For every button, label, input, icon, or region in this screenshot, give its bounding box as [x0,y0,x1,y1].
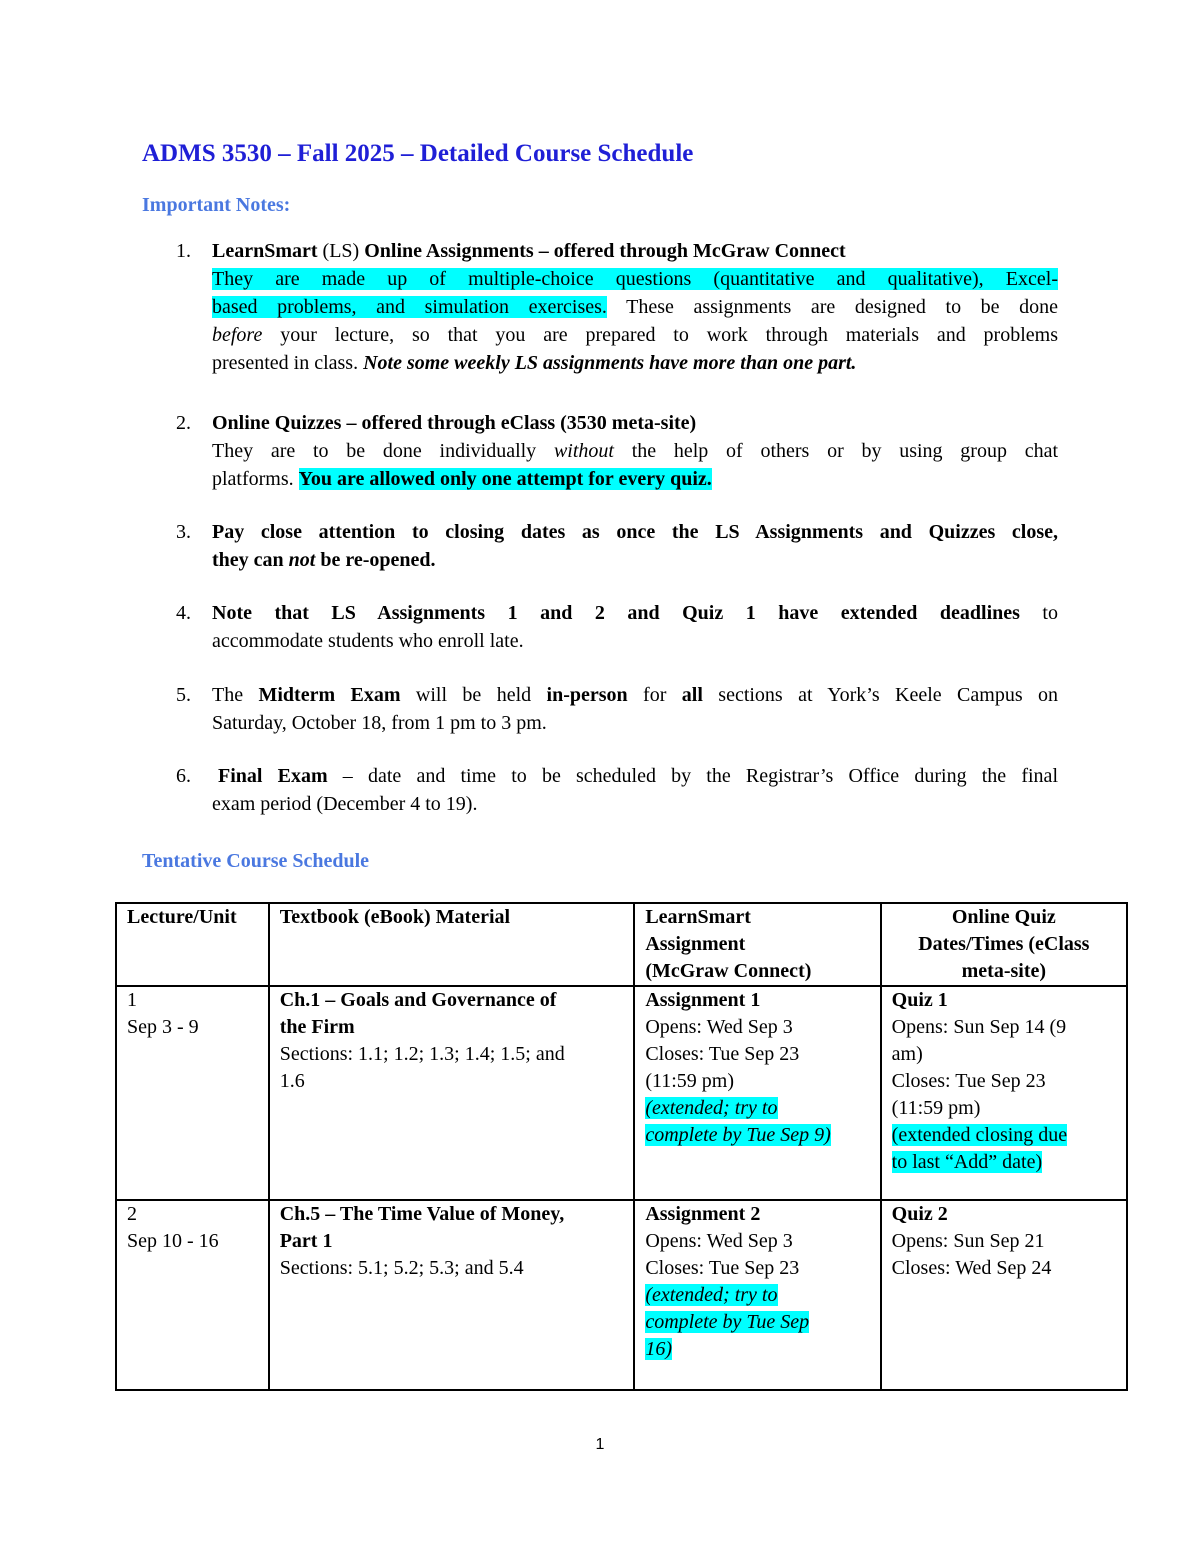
note-text: These assignments are designed to be done [606,296,1058,318]
sections-text: 1.6 [279,1070,305,1092]
highlighted-text: They are made up of multiple-choice questions (quantitative and qualitative), Excel- [212,268,1058,290]
note-text: the help of others or by using group chat [613,440,1059,462]
highlighted-text: 16) [645,1338,672,1360]
chapter-title: Ch.5 – The Time Value of Money, [279,1203,565,1225]
cell-quiz [881,1200,1127,1390]
highlighted-text: (extended; try to [645,1284,778,1306]
note-text: platforms. [212,468,299,490]
highlighted-text: (extended closing due [891,1124,1068,1146]
note-number: 5. [176,684,191,706]
quiz-opens: Opens: Sun Sep 21 [891,1230,1045,1252]
header-online-quiz [881,903,1127,986]
note-number: 1. [176,240,191,262]
unit-dates: Sep 10 - 16 [127,1230,219,1252]
assignment-title: Assignment 2 [645,1203,761,1225]
assignment-closes: Closes: Tue Sep 23 [645,1043,800,1065]
chapter-title: Ch.1 – Goals and Governance of [279,989,557,1011]
highlighted-text: complete by Tue Sep 9) [645,1124,831,1146]
unit-dates: Sep 3 - 9 [127,1016,199,1038]
note-bold-text: Pay close attention to closing dates as once the LS Assignments and Quizzes close, [212,521,1058,543]
cell-unit [116,1200,269,1390]
highlighted-text: complete by Tue Sep [645,1311,810,1333]
unit-number: 2 [127,1203,137,1225]
note-text: your lecture, so that you are prepared to work through materials and problems [262,324,1058,346]
cell-assignment [634,1200,880,1390]
chapter-title: the Firm [279,1016,355,1038]
page-title: ADMS 3530 – Fall 2025 – Detailed Course Schedule [142,140,694,167]
note-text: presented in class. [212,352,364,374]
header-line: meta-site) [961,960,1047,982]
note-number: 4. [176,602,191,624]
note-text: to [1019,602,1058,624]
note-1-line-1 [212,265,1058,293]
note-text: They are to be done individually [212,440,554,462]
note-text: sections at York’s Keele Campus on [702,684,1058,706]
emphasis-text: Note some weekly LS assignments have more than one part. [363,352,857,374]
note-text: – date and time to be scheduled by the Registrar’s Office during the final [327,765,1058,787]
note-2-line-1 [212,437,1058,465]
note-6-line-2: exam period (December 4 to 19). [212,793,478,815]
note-text: The [212,684,259,706]
assignment-opens: Opens: Wed Sep 3 [645,1016,793,1038]
highlighted-text: to last “Add” date) [891,1151,1043,1173]
table-header-row [116,903,1127,986]
note-bold-text: in-person [546,684,628,706]
note-4-line-2: accommodate students who enroll late. [212,630,524,652]
header-line: (McGraw Connect) [645,960,812,982]
note-1-heading [212,237,1058,265]
assignment-closes: Closes: Tue Sep 23 [645,1257,800,1279]
note-number: 6. [176,765,191,787]
note-1-line-3 [212,321,1058,349]
quiz-closes: Closes: Wed Sep 24 [891,1257,1052,1279]
highlighted-text: You are allowed only one attempt for every quiz. [298,468,712,490]
schedule-heading: Tentative Course Schedule [142,850,370,872]
note-3-line-2 [212,546,1058,574]
highlighted-text: (extended; try to [645,1097,778,1119]
quiz-title: Quiz 1 [891,989,948,1011]
note-number: 3. [176,521,191,543]
sections-text: Sections: 1.1; 1.2; 1.3; 1.4; 1.5; and [279,1043,565,1065]
note-5-line-2: Saturday, October 18, from 1 pm to 3 pm. [212,712,547,734]
note-bold-text: they can [212,549,289,571]
note-2-line-2 [212,465,1058,493]
header-line: Assignment [645,933,746,955]
important-notes-heading: Important Notes: [142,194,291,216]
assignment-opens: Opens: Wed Sep 3 [645,1230,793,1252]
cell-textbook [269,986,635,1200]
note-3-line-1 [212,518,1058,546]
note-bold-text: Note that LS Assignments 1 and 2 and Quiz 1 have extended deadlines [212,602,1020,624]
assignment-title: Assignment 1 [645,989,761,1011]
note-number: 2. [176,412,191,434]
emphasis-text: not [288,549,316,571]
note-2-heading [212,409,1058,437]
quiz-title: Quiz 2 [891,1203,948,1225]
cell-assignment [634,986,880,1200]
note-1-line-4 [212,349,1058,377]
note-bold-text: Midterm Exam [258,684,401,706]
course-schedule-table [115,902,1128,1391]
header-line: Online Quiz [951,906,1056,928]
header-learnsmart [634,903,880,986]
header-line: LearnSmart [645,906,751,928]
header-textbook: Textbook (eBook) Material [269,903,635,986]
note-1-head-bold: LearnSmart [212,240,318,262]
note-text: will be held [400,684,547,706]
note-2-head-bold: Online Quizzes – offered through eClass (3530 meta-site) [212,412,697,434]
note-4-line-1 [212,599,1058,627]
note-6-line-1 [212,762,1058,790]
sections-text: Sections: 5.1; 5.2; 5.3; and 5.4 [279,1257,524,1279]
quiz-closes: (11:59 pm) [891,1097,981,1119]
chapter-title: Part 1 [279,1230,333,1252]
header-line: Dates/Times (eClass [918,933,1090,955]
unit-number: 1 [127,989,137,1011]
cell-unit [116,986,269,1200]
table-row [116,986,1127,1200]
emphasis-text: without [553,440,614,462]
cell-textbook [269,1200,635,1390]
page-number: 1 [595,1436,605,1453]
highlighted-text: based problems, and simulation exercises. [212,296,607,318]
note-bold-text: all [681,684,703,706]
note-text: for [627,684,682,706]
note-bold-text: be re-opened. [315,549,436,571]
note-5-line-1 [212,681,1058,709]
emphasis-text: before [212,324,263,346]
header-lecture-unit: Lecture/Unit [116,903,269,986]
assignment-closes: (11:59 pm) [645,1070,735,1092]
cell-quiz [881,986,1127,1200]
note-1-line-2 [212,293,1058,321]
table-row [116,1200,1127,1390]
note-1-head-plain: (LS) [317,240,365,262]
quiz-closes: Closes: Tue Sep 23 [891,1070,1046,1092]
note-1-head-bold-2: Online Assignments – offered through McGraw Connect [364,240,846,262]
quiz-opens: am) [891,1043,923,1065]
note-bold-text: Final Exam [218,765,328,787]
quiz-opens: Opens: Sun Sep 14 (9 [891,1016,1067,1038]
